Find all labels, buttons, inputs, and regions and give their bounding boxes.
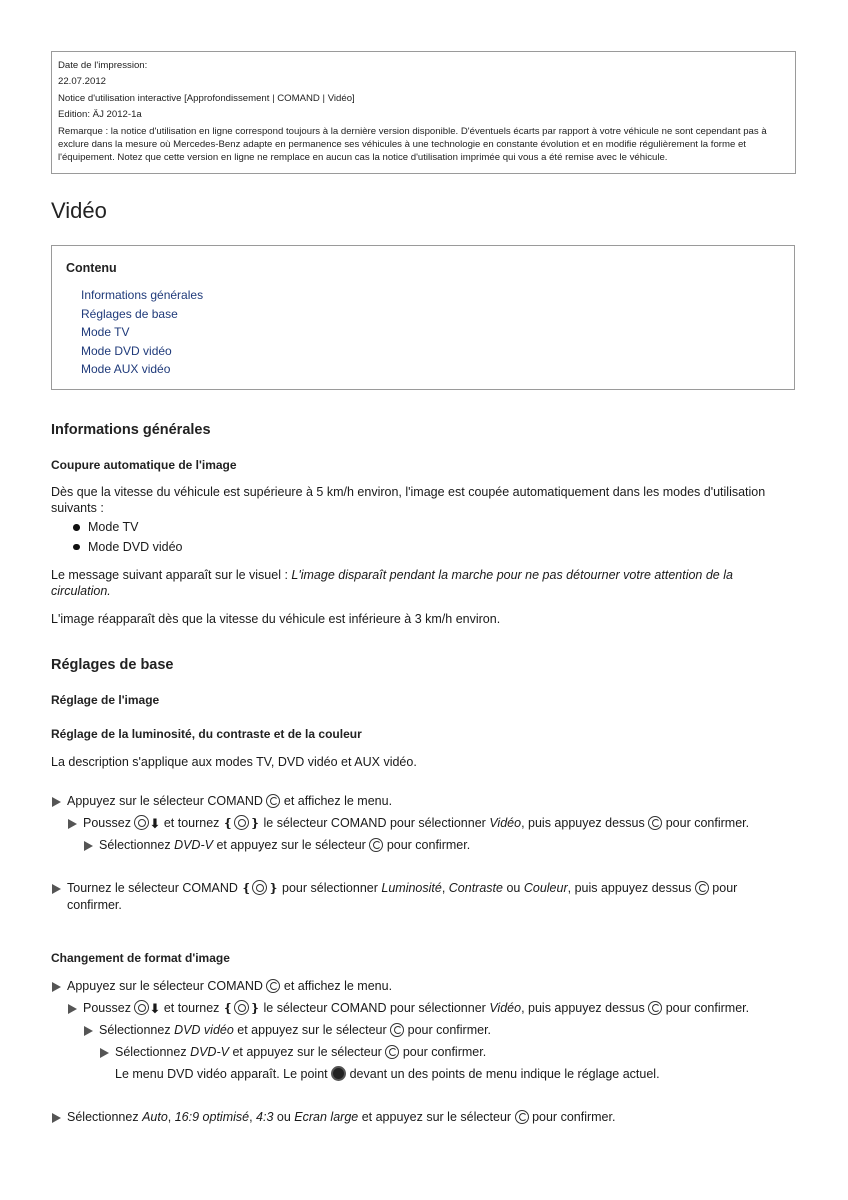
paragraph-intro: Dès que la vitesse du véhicule est supérieure à 5 km/h environ, l'image est coupée automatiquement dans les modes d'utilisation suivants : xyxy=(51,485,766,515)
main-content xyxy=(51,420,791,1126)
subheading-luminosite: Réglage de la luminosité, du contraste et de la couleur xyxy=(51,727,362,741)
paragraph-message: Le message suivant apparaît sur le visuel : L'image disparaît pendant la marche pour ne pas détourner votre attention de la circulation. xyxy=(51,568,733,598)
paragraph-reappear: L'image réapparaît dès que la vitesse du véhicule est inférieure à 3 km/h environ. xyxy=(51,612,501,626)
step-arrow-icon xyxy=(52,884,61,894)
rotate-controller-icon: ❴ ❵ xyxy=(241,881,279,895)
step-arrow-icon xyxy=(100,1048,109,1058)
selection-dot-icon xyxy=(331,1066,346,1081)
subheading-format: Changement de format d'image xyxy=(51,951,230,965)
knob-press-icon xyxy=(648,1001,662,1015)
arrow-down-icon: ⬇ xyxy=(149,1001,161,1016)
toc-link-mode-aux[interactable]: Mode AUX vidéo xyxy=(81,362,171,376)
knob-press-icon xyxy=(266,979,280,993)
step-push-turn: Poussez ⬇ et tournez ❴ ❵ le sélecteur COMAND pour sélectionner Vidéo, puis appuyez dessus pour confirmer. xyxy=(51,815,791,832)
controller-icon xyxy=(134,1000,149,1015)
subheading-reglage-image: Réglage de l'image xyxy=(51,693,160,707)
knob-press-icon xyxy=(266,794,280,808)
toc-link-reglages[interactable]: Réglages de base xyxy=(81,306,178,321)
edition: Edition: ÄJ 2012-1a xyxy=(58,109,142,121)
step-select-format: Sélectionnez Auto, 16:9 optimisé, 4:3 ou Ecran large et appuyez sur le sélecteur pour confirmer. xyxy=(51,1109,791,1126)
step-arrow-icon xyxy=(68,1004,77,1014)
controller-icon xyxy=(134,815,149,830)
step-arrow-icon xyxy=(52,797,61,807)
step-arrow-icon xyxy=(52,982,61,992)
bullet-item: Mode TV xyxy=(51,518,791,538)
bullet-item: Mode DVD vidéo xyxy=(51,538,791,558)
rotate-controller-icon: ❴ ❵ xyxy=(222,816,261,830)
step-press-selector: Appuyez sur le sélecteur COMAND et affichez le menu. xyxy=(51,793,791,810)
result-menu-appears: Le menu DVD vidéo apparaît. Le point devant un des points de menu indique le réglage actuel. xyxy=(115,1067,660,1081)
toc-list xyxy=(81,286,203,379)
step-select-dvdv: Sélectionnez DVD-V et appuyez sur le sélecteur pour confirmer. xyxy=(51,1044,791,1061)
section-heading-informations: Informations générales xyxy=(51,422,211,438)
print-date: 22.07.2012 xyxy=(58,76,107,88)
step-arrow-icon xyxy=(68,819,77,829)
knob-press-icon xyxy=(369,838,383,852)
rotate-controller-icon: ❴ ❵ xyxy=(222,1001,261,1015)
page-title: Vidéo xyxy=(51,198,107,223)
toc-link-mode-tv[interactable]: Mode TV xyxy=(81,325,130,339)
section-heading-reglages: Réglages de base xyxy=(51,657,174,673)
knob-press-icon xyxy=(695,881,709,895)
remark: Remarque : la notice d'utilisation en ligne correspond toujours à la dernière version disponible. D'éventuels écarts par rapport à votre véhicule ne sont cependant pas à exclure dans la mesure où Mercedes-Benz adapte en permanence ses véhicules à une technologie en constante évolution et en modifie régulièrement la forme et l'équipement. Notez que cette version en ligne ne remplace en aucun cas la notice d'utilisation imprimée qui vous a été remise avec le véhicule. xyxy=(58,125,767,164)
toc-title: Contenu xyxy=(66,261,117,275)
print-info-box xyxy=(51,51,796,174)
knob-press-icon xyxy=(648,816,662,830)
step-select-dvdv: Sélectionnez DVD-V et appuyez sur le sélecteur pour confirmer. xyxy=(51,837,791,854)
print-date-label: Date de l'impression: xyxy=(58,60,148,71)
arrow-down-icon: ⬇ xyxy=(149,816,161,831)
table-of-contents xyxy=(51,245,795,390)
step-arrow-icon xyxy=(84,1026,93,1036)
knob-press-icon xyxy=(515,1110,529,1124)
notice-title: Notice d'utilisation interactive [Approfondissement | COMAND | Vidéo] xyxy=(58,92,355,104)
bullet-list-modes xyxy=(51,518,791,557)
step-select-dvd-video: Sélectionnez DVD vidéo et appuyez sur le sélecteur pour confirmer. xyxy=(51,1022,791,1039)
step-arrow-icon xyxy=(52,1113,61,1123)
paragraph-description: La description s'applique aux modes TV, DVD vidéo et AUX vidéo. xyxy=(51,755,417,769)
knob-press-icon xyxy=(385,1045,399,1059)
toc-link-mode-dvd[interactable]: Mode DVD vidéo xyxy=(81,343,172,358)
toc-link-informations[interactable]: Informations générales xyxy=(81,288,204,302)
step-turn-selector: Tournez le sélecteur COMAND ❴ ❵ pour sélectionner Luminosité, Contraste ou Couleur, puis appuyez dessus pour confirmer. xyxy=(51,880,791,914)
step-push-turn: Poussez ⬇ et tournez ❴ ❵ le sélecteur COMAND pour sélectionner Vidéo, puis appuyez dessus pour confirmer. xyxy=(51,1000,791,1017)
subheading-coupure: Coupure automatique de l'image xyxy=(51,458,237,472)
step-press-selector: Appuyez sur le sélecteur COMAND et affichez le menu. xyxy=(51,978,791,995)
step-arrow-icon xyxy=(84,841,93,851)
knob-press-icon xyxy=(390,1023,404,1037)
